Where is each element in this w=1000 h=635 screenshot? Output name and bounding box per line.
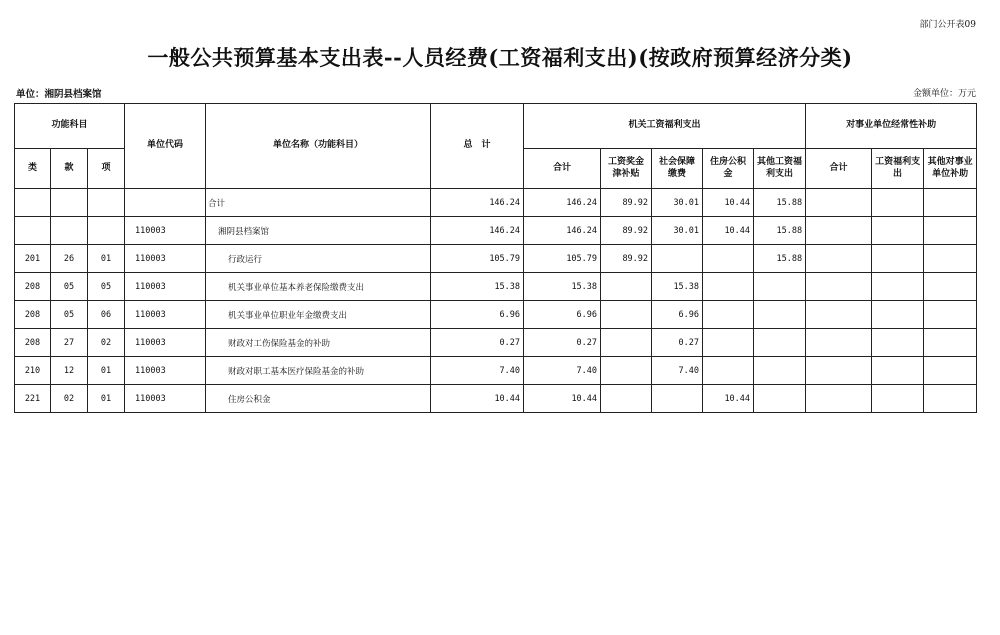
cell-unit-name: 湘阴县档案馆 xyxy=(206,217,431,245)
cell-lei: 208 xyxy=(15,329,51,357)
cell-lei: 208 xyxy=(15,301,51,329)
table-row xyxy=(15,329,977,357)
cell-kuan: 27 xyxy=(51,329,88,357)
cell-inst-wage xyxy=(872,245,924,273)
cell-unit-code: 110003 xyxy=(125,245,206,273)
cell-housing-fund: 10.44 xyxy=(703,189,754,217)
header-wage-bonus: 工资奖金津补贴 xyxy=(601,149,652,189)
cell-total: 0.27 xyxy=(431,329,524,357)
cell-xiang: 06 xyxy=(88,301,125,329)
cell-inst-total xyxy=(806,301,872,329)
cell-sub-total: 15.38 xyxy=(524,273,601,301)
table-row xyxy=(15,217,977,245)
header-inst-wage: 工资福利支出 xyxy=(872,149,924,189)
cell-inst-wage xyxy=(872,385,924,413)
cell-inst-wage xyxy=(872,357,924,385)
budget-table xyxy=(14,103,977,413)
cell-housing-fund: 10.44 xyxy=(703,385,754,413)
cell-xiang: 01 xyxy=(88,357,125,385)
cell-inst-wage xyxy=(872,273,924,301)
cell-inst-total xyxy=(806,273,872,301)
cell-kuan xyxy=(51,217,88,245)
header-unit-name: 单位名称（功能科目） xyxy=(206,104,431,189)
cell-sub-total: 0.27 xyxy=(524,329,601,357)
header-other-wage: 其他工资福利支出 xyxy=(754,149,806,189)
cell-xiang: 05 xyxy=(88,273,125,301)
cell-unit-name: 财政对工伤保险基金的补助 xyxy=(206,329,431,357)
cell-kuan: 26 xyxy=(51,245,88,273)
table-row xyxy=(15,385,977,413)
header-inst-total: 合计 xyxy=(806,149,872,189)
cell-housing-fund: 10.44 xyxy=(703,217,754,245)
cell-inst-wage xyxy=(872,189,924,217)
cell-xiang: 01 xyxy=(88,385,125,413)
cell-unit-name: 机关事业单位基本养老保险缴费支出 xyxy=(206,273,431,301)
cell-sub-total: 7.40 xyxy=(524,357,601,385)
header-org-welfare: 机关工资福利支出 xyxy=(524,104,806,149)
cell-sub-total: 146.24 xyxy=(524,189,601,217)
cell-sub-total: 146.24 xyxy=(524,217,601,245)
cell-social-security: 7.40 xyxy=(652,357,703,385)
cell-unit-name: 住房公积金 xyxy=(206,385,431,413)
cell-sub-total: 6.96 xyxy=(524,301,601,329)
cell-inst-total xyxy=(806,189,872,217)
cell-inst-other xyxy=(924,301,977,329)
cell-other-wage: 15.88 xyxy=(754,189,806,217)
cell-other-wage xyxy=(754,329,806,357)
currency-unit-label: 金额单位：万元 xyxy=(912,89,976,99)
cell-inst-other xyxy=(924,245,977,273)
cell-inst-other xyxy=(924,385,977,413)
header-kuan: 款 xyxy=(51,149,88,189)
cell-housing-fund xyxy=(703,329,754,357)
cell-inst-other xyxy=(924,217,977,245)
cell-unit-code: 110003 xyxy=(125,273,206,301)
table-row xyxy=(15,301,977,329)
cell-lei xyxy=(15,189,51,217)
cell-other-wage xyxy=(754,357,806,385)
table-row xyxy=(15,273,977,301)
cell-xiang: 02 xyxy=(88,329,125,357)
cell-total: 146.24 xyxy=(431,217,524,245)
cell-unit-name: 合计 xyxy=(206,189,431,217)
cell-kuan: 12 xyxy=(51,357,88,385)
table-row xyxy=(15,357,977,385)
cell-social-security xyxy=(652,385,703,413)
page-title: 一般公共预算基本支出表--人员经费(工资福利支出)(按政府预算经济分类) xyxy=(147,45,853,70)
header-lei: 类 xyxy=(15,149,51,189)
cell-other-wage: 15.88 xyxy=(754,245,806,273)
cell-wage-bonus xyxy=(601,357,652,385)
cell-total: 10.44 xyxy=(431,385,524,413)
cell-wage-bonus xyxy=(601,385,652,413)
cell-social-security xyxy=(652,245,703,273)
cell-social-security: 0.27 xyxy=(652,329,703,357)
cell-housing-fund xyxy=(703,301,754,329)
header-unit-code: 单位代码 xyxy=(125,104,206,189)
table-number-label: 部门公开表09 xyxy=(919,20,976,30)
cell-inst-total xyxy=(806,217,872,245)
cell-sub-total: 105.79 xyxy=(524,245,601,273)
table-row xyxy=(15,189,977,217)
header-social-security: 社会保障缴费 xyxy=(652,149,703,189)
cell-wage-bonus xyxy=(601,273,652,301)
cell-housing-fund xyxy=(703,357,754,385)
cell-wage-bonus xyxy=(601,301,652,329)
cell-inst-other xyxy=(924,357,977,385)
cell-sub-total: 10.44 xyxy=(524,385,601,413)
cell-total: 6.96 xyxy=(431,301,524,329)
cell-inst-wage xyxy=(872,301,924,329)
cell-unit-name: 财政对职工基本医疗保险基金的补助 xyxy=(206,357,431,385)
cell-unit-code: 110003 xyxy=(125,301,206,329)
cell-unit-name: 行政运行 xyxy=(206,245,431,273)
cell-social-security: 6.96 xyxy=(652,301,703,329)
cell-social-security: 30.01 xyxy=(652,189,703,217)
cell-inst-other xyxy=(924,189,977,217)
cell-kuan: 05 xyxy=(51,273,88,301)
cell-inst-other xyxy=(924,273,977,301)
cell-unit-name: 机关事业单位职业年金缴费支出 xyxy=(206,301,431,329)
header-xiang: 项 xyxy=(88,149,125,189)
cell-housing-fund xyxy=(703,245,754,273)
cell-total: 146.24 xyxy=(431,189,524,217)
cell-xiang xyxy=(88,189,125,217)
cell-unit-code: 110003 xyxy=(125,329,206,357)
cell-lei: 221 xyxy=(15,385,51,413)
cell-wage-bonus: 89.92 xyxy=(601,245,652,273)
cell-inst-wage xyxy=(872,329,924,357)
cell-housing-fund xyxy=(703,273,754,301)
cell-kuan xyxy=(51,189,88,217)
table-row xyxy=(15,245,977,273)
cell-other-wage xyxy=(754,385,806,413)
cell-total: 15.38 xyxy=(431,273,524,301)
cell-kuan: 05 xyxy=(51,301,88,329)
unit-name-label: 单位：湘阴县档案馆 xyxy=(16,89,102,100)
cell-lei xyxy=(15,217,51,245)
header-housing-fund: 住房公积金 xyxy=(703,149,754,189)
cell-inst-total xyxy=(806,329,872,357)
cell-inst-total xyxy=(806,245,872,273)
cell-lei: 208 xyxy=(15,273,51,301)
cell-unit-code: 110003 xyxy=(125,357,206,385)
cell-wage-bonus xyxy=(601,329,652,357)
cell-xiang: 01 xyxy=(88,245,125,273)
cell-wage-bonus: 89.92 xyxy=(601,217,652,245)
header-inst-subsidy: 对事业单位经常性补助 xyxy=(806,104,977,149)
cell-unit-code xyxy=(125,189,206,217)
header-inst-other: 其他对事业单位补助 xyxy=(924,149,977,189)
cell-inst-total xyxy=(806,357,872,385)
cell-kuan: 02 xyxy=(51,385,88,413)
cell-other-wage xyxy=(754,273,806,301)
cell-xiang xyxy=(88,217,125,245)
cell-lei: 210 xyxy=(15,357,51,385)
cell-inst-wage xyxy=(872,217,924,245)
cell-social-security: 15.38 xyxy=(652,273,703,301)
header-sub-total: 合计 xyxy=(524,149,601,189)
cell-inst-total xyxy=(806,385,872,413)
cell-other-wage xyxy=(754,301,806,329)
cell-social-security: 30.01 xyxy=(652,217,703,245)
cell-unit-code: 110003 xyxy=(125,385,206,413)
header-func-subject: 功能科目 xyxy=(15,104,125,149)
cell-inst-other xyxy=(924,329,977,357)
cell-total: 105.79 xyxy=(431,245,524,273)
cell-unit-code: 110003 xyxy=(125,217,206,245)
cell-other-wage: 15.88 xyxy=(754,217,806,245)
header-total: 总 计 xyxy=(431,104,524,189)
cell-total: 7.40 xyxy=(431,357,524,385)
cell-lei: 201 xyxy=(15,245,51,273)
cell-wage-bonus: 89.92 xyxy=(601,189,652,217)
